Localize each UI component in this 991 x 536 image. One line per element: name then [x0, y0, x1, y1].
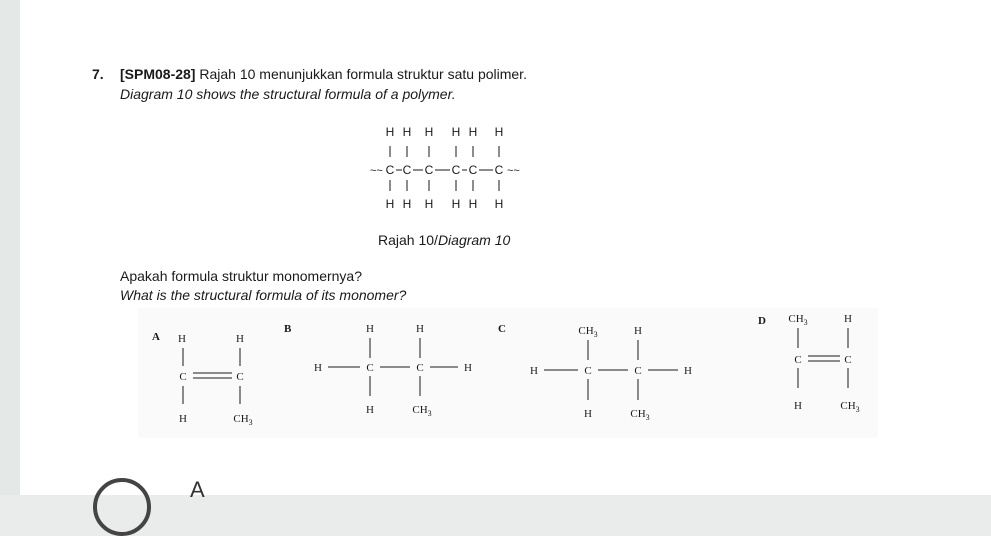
option-a-atom-3: C — [179, 371, 187, 383]
option-a-atom-1: H — [178, 333, 186, 345]
polymer-top-h-5: H — [468, 125, 478, 139]
option-c-atom-8: $CH_3$ — [630, 408, 650, 422]
polymer-top-h-4: H — [451, 125, 461, 139]
polymer-carbon-2: C — [402, 163, 412, 177]
answer-radio-circle[interactable] — [93, 478, 151, 536]
polymer-bottom-h-2: H — [402, 197, 412, 211]
option-d-atom-4: C — [844, 354, 852, 366]
option-a[interactable] — [148, 322, 268, 432]
polymer-bottom-h-5: H — [468, 197, 478, 211]
option-c-label: C — [498, 323, 506, 335]
option-c[interactable] — [496, 316, 702, 428]
polymer-bottom-h-4: H — [451, 197, 461, 211]
option-d-atom-3: C — [794, 354, 802, 366]
polymer-carbon-5: C — [468, 163, 478, 177]
option-b-atom-3: H — [314, 362, 322, 374]
option-c-atom-7: H — [584, 408, 592, 420]
question-text-ms: Rajah 10 menunjukkan formula struktur satu polimer. — [199, 66, 527, 82]
option-c-atom-4: C — [584, 365, 592, 377]
option-b-atom-2: H — [416, 323, 424, 335]
option-a-atom-4: C — [236, 371, 244, 383]
option-a-label: A — [152, 331, 160, 343]
option-c-atom-2: H — [634, 325, 642, 337]
option-d-atom-1: $CH_3$ — [788, 313, 808, 327]
option-d-label: D — [758, 315, 766, 327]
option-b-atom-7: H — [366, 404, 374, 416]
option-a-atom-2: H — [236, 333, 244, 345]
left-margin-bar — [0, 0, 20, 495]
option-a-atom-6: $CH_3$ — [233, 413, 253, 427]
option-c-atom-5: C — [634, 365, 642, 377]
polymer-top-h-6: H — [494, 125, 504, 139]
question-code: [SPM08-28] — [120, 66, 196, 82]
polymer-bottom-h-6: H — [494, 197, 504, 211]
polymer-carbon-6: C — [494, 163, 504, 177]
option-b-atom-8: $CH_3$ — [412, 404, 432, 418]
polymer-top-h-3: H — [424, 125, 434, 139]
answer-letter: A — [190, 477, 205, 502]
option-b-atom-1: H — [366, 323, 374, 335]
caption-malay: Rajah 10/ — [378, 232, 438, 248]
polymer-top-h-1: H — [385, 125, 395, 139]
option-b-atom-5: C — [416, 362, 424, 374]
option-a-atom-5: H — [179, 413, 187, 425]
polymer-carbon-3: C — [424, 163, 434, 177]
option-d-atom-2: H — [844, 313, 852, 325]
option-c-atom-1: $CH_3$ — [578, 325, 598, 339]
polymer-chain-end: ~~ — [507, 165, 520, 177]
question-text-english: Diagram 10 shows the structural formula of a polymer. — [120, 86, 456, 102]
caption-english: Diagram 10 — [437, 232, 511, 248]
question-text-malay — [120, 66, 527, 82]
polymer-carbon-1: C — [385, 163, 395, 177]
prompt-english: What is the structural formula of its monomer? — [120, 287, 407, 303]
diagram-caption — [378, 232, 510, 248]
polymer-top-h-2: H — [402, 125, 412, 139]
polymer-bottom-h-1: H — [385, 197, 395, 211]
question-number: 7. — [92, 66, 104, 82]
polymer-carbon-4: C — [451, 163, 461, 177]
polymer-chain-start: ~~ — [370, 165, 383, 177]
option-d-atom-5: H — [794, 400, 802, 412]
option-c-atom-3: H — [530, 365, 538, 377]
option-d-atom-6: $CH_3$ — [840, 400, 860, 414]
polymer-bottom-h-3: H — [424, 197, 434, 211]
option-d[interactable] — [756, 308, 876, 420]
option-c-atom-6: H — [684, 365, 692, 377]
prompt-malay: Apakah formula struktur monomernya? — [120, 268, 362, 284]
option-b-atom-4: C — [366, 362, 374, 374]
option-b[interactable] — [282, 316, 482, 426]
option-b-atom-6: H — [464, 362, 472, 374]
polymer-structure-diagram — [360, 120, 580, 220]
option-b-label: B — [284, 323, 292, 335]
